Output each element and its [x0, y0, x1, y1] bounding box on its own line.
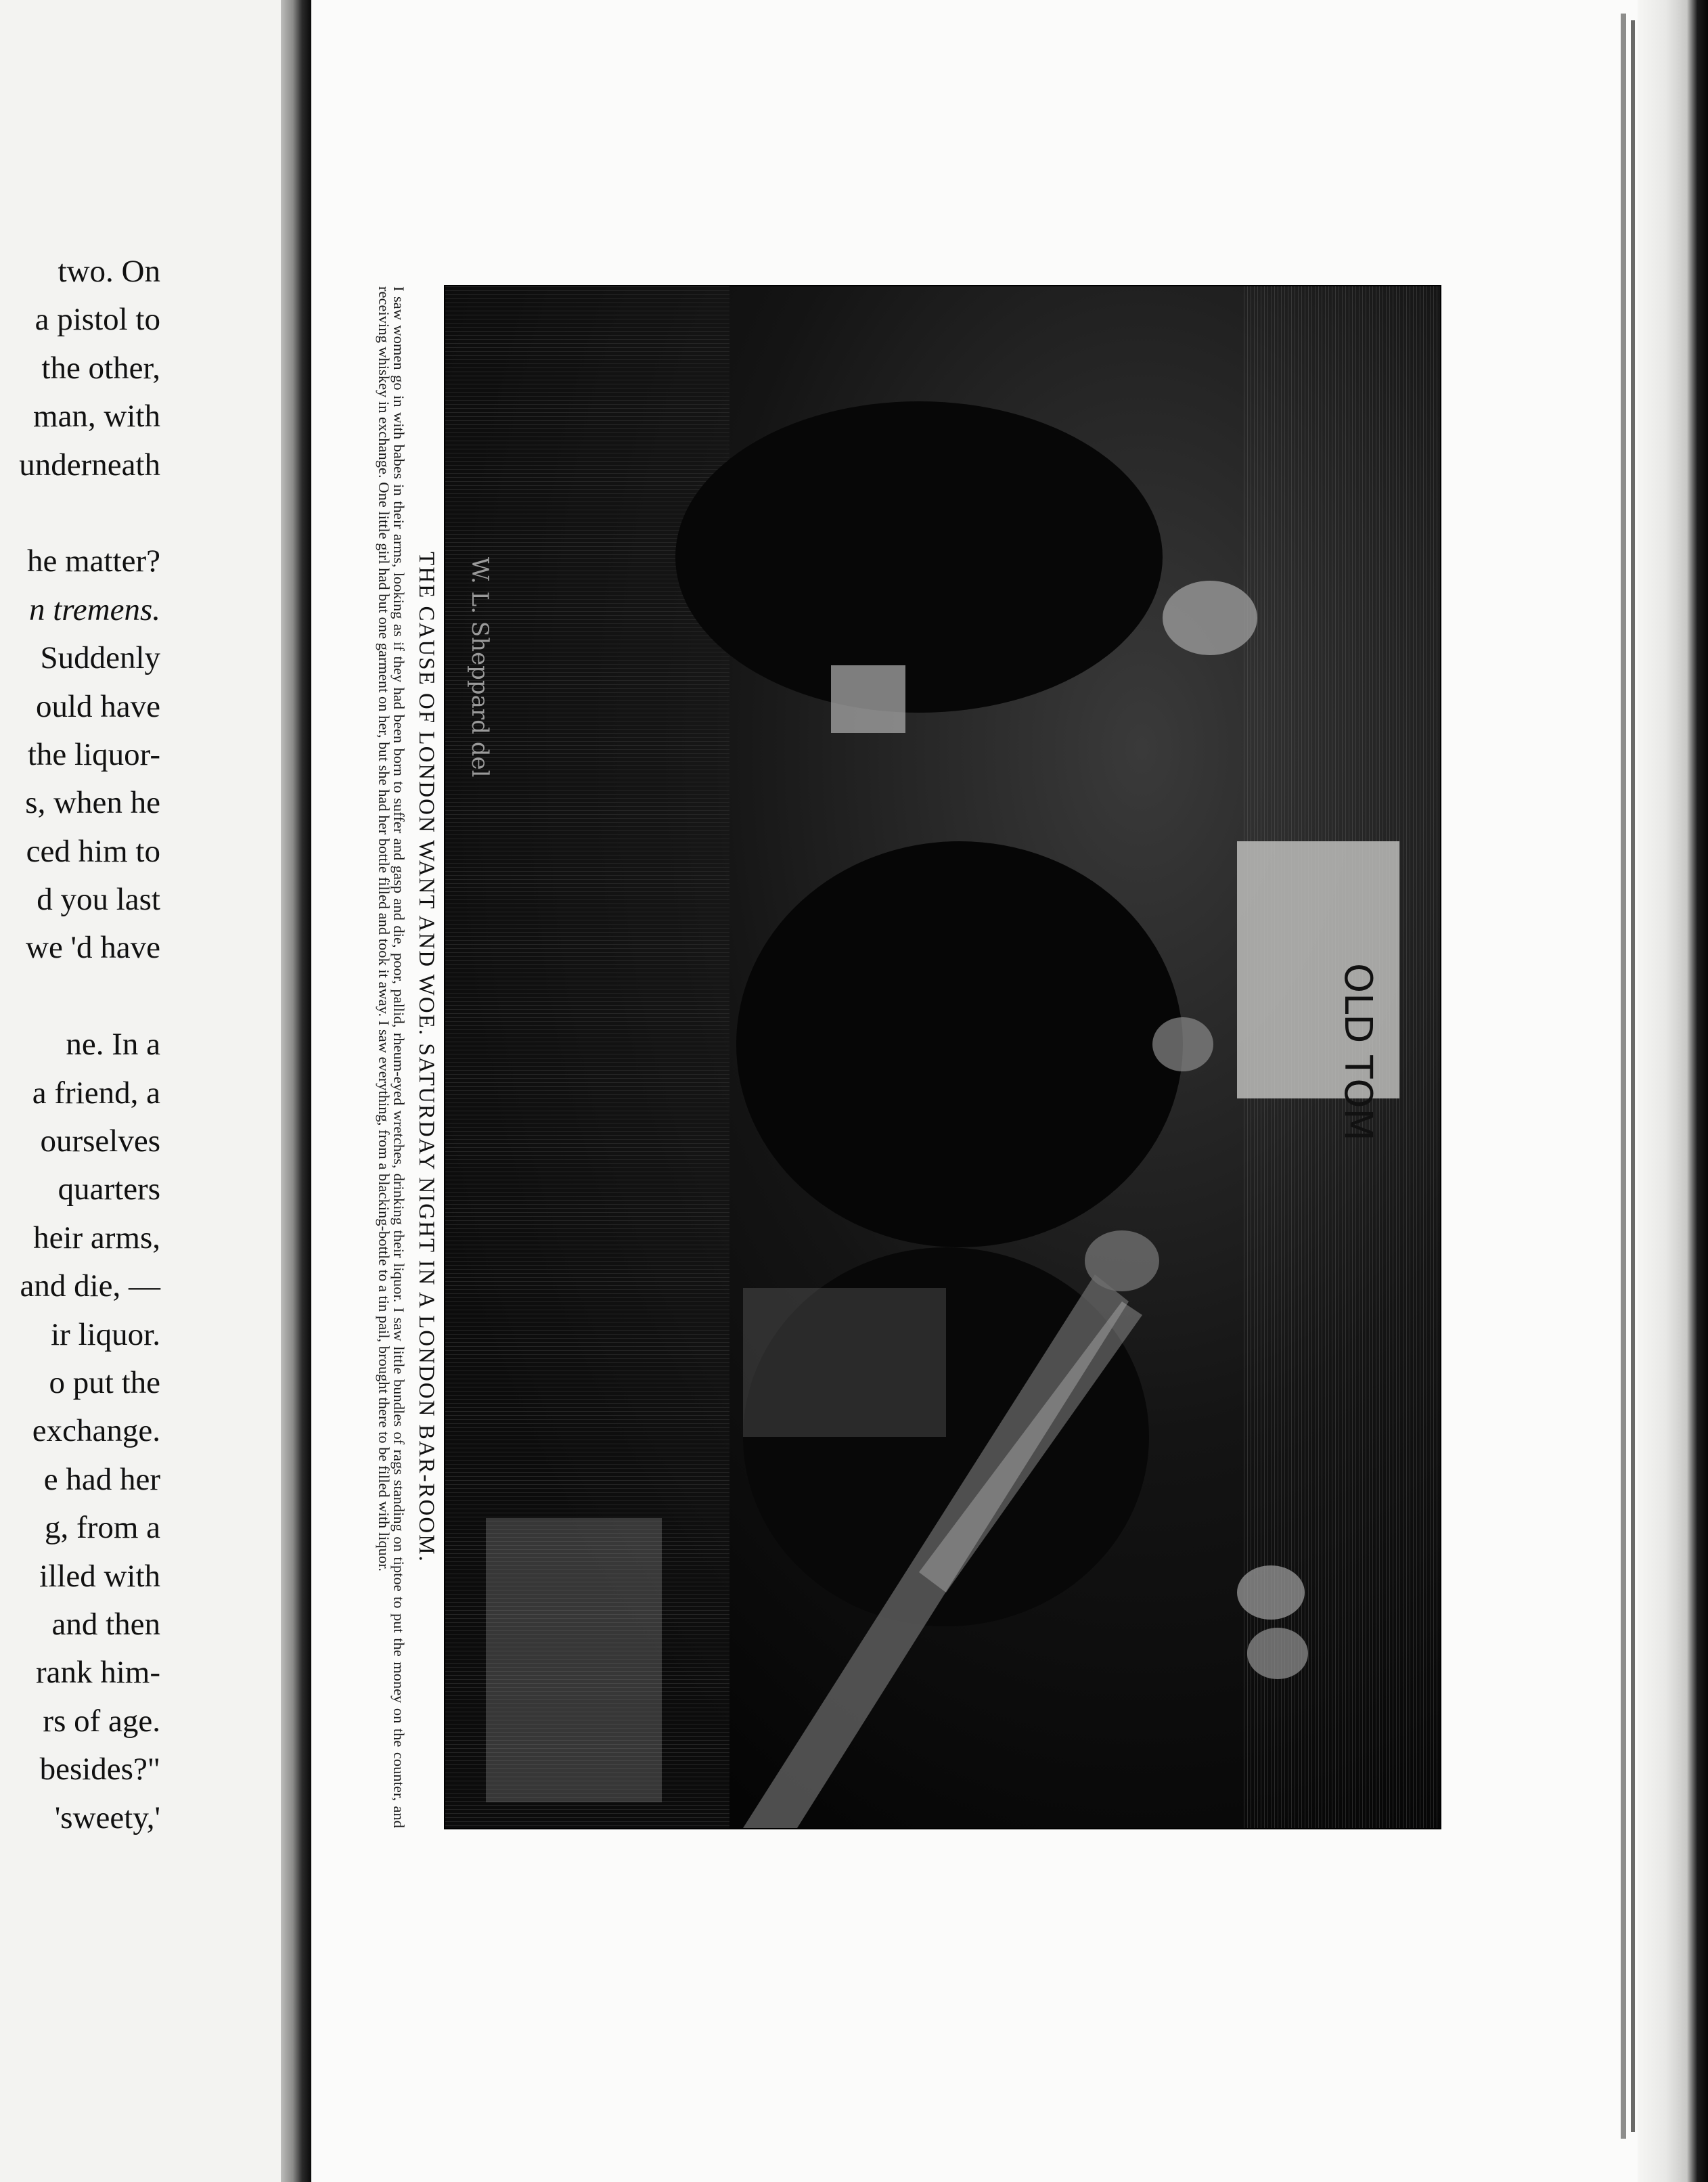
text-line: a pistol to	[35, 302, 160, 338]
text-line: two. On	[58, 254, 160, 289]
text-line: ne. In a	[66, 1027, 160, 1063]
artist-signature: W. L. Sheppard del	[466, 557, 493, 778]
text-line: heir arms,	[33, 1220, 160, 1255]
text-line: e had her	[43, 1461, 160, 1497]
text-line: besides?"	[39, 1752, 160, 1787]
text-line: the other,	[41, 350, 160, 386]
sign-text: OLD TOM	[1336, 963, 1380, 1141]
text-line: ir liquor.	[51, 1316, 160, 1352]
text-line: and then	[51, 1606, 160, 1642]
text-line: g, from a	[45, 1510, 160, 1546]
book-edge	[1638, 0, 1708, 2182]
text-line: a friend, a	[32, 1075, 160, 1111]
text-line: Suddenly	[40, 640, 160, 676]
text-line: ced him to	[26, 833, 160, 869]
text-line: we 'd have	[26, 930, 160, 966]
text-line: rank him-	[35, 1655, 160, 1691]
text-line: man, with	[33, 399, 160, 435]
caption-block	[325, 286, 440, 1828]
text-line: rs of age.	[43, 1703, 160, 1739]
left-page	[0, 0, 281, 2182]
spacer	[0, 973, 160, 1021]
text-line: and die, —	[20, 1268, 160, 1304]
text-line: ould have	[35, 688, 160, 724]
text-line: illed with	[39, 1558, 160, 1594]
text-line: ourselves	[40, 1123, 160, 1159]
engraving-illustration	[445, 286, 1440, 1828]
left-page-text	[0, 248, 160, 1842]
text-line: 'sweety,'	[54, 1800, 160, 1835]
text-line: s, when he	[25, 785, 160, 821]
text-line: he matter?	[26, 543, 160, 579]
text-line: n tremens.	[28, 592, 160, 627]
text-line: the liquor-	[27, 736, 160, 772]
text-line: exchange.	[32, 1413, 160, 1449]
caption-body: I saw women go in with babes in their arms, looking as if they had been born to suffer and gasp and die, poor, pallid, rheum-eyed wretches, drinking their liquor. I saw little bundles of rags standing on tiptoe to put the money on the counter, and receiving whiskey in exchange. One little girl had but one garment on her, but she had her bottle filled and took it away. I saw everything, from a blacking-bottle to a tin pail, brought there to be filled with liquor.	[376, 286, 407, 1828]
spacer	[0, 489, 160, 537]
engraving-art	[445, 286, 1440, 1828]
text-line: o put the	[49, 1364, 160, 1400]
text-line: d you last	[37, 882, 160, 918]
text-line: quarters	[58, 1172, 160, 1207]
book-gutter	[281, 0, 311, 2182]
page-edge	[1631, 20, 1635, 2132]
text-line: underneath	[19, 447, 160, 483]
caption-title: THE CAUSE OF LONDON WANT AND WOE. SATURDAY NIGHT IN A LONDON BAR-ROOM.	[414, 552, 439, 1563]
page-edge	[1621, 14, 1626, 2139]
